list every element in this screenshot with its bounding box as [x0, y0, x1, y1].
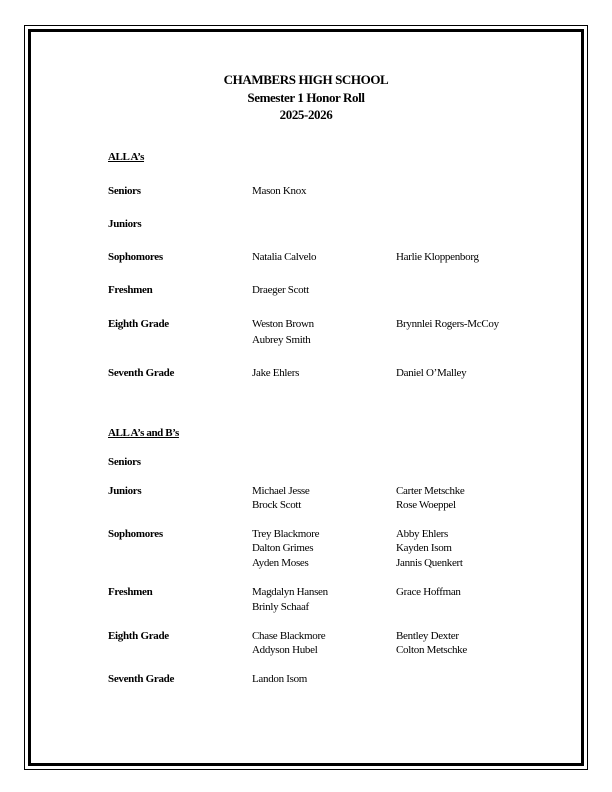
student-name: Jake Ehlers [252, 367, 300, 379]
student-name: Landon Isom [252, 673, 308, 685]
grade-label: Juniors [108, 485, 142, 497]
grade-label: Seventh Grade [108, 673, 175, 685]
school-year: 2025-2026 [279, 107, 333, 122]
school-name: CHAMBERS HIGH SCHOOL [223, 72, 389, 87]
student-name: Dalton Grimes [252, 542, 314, 554]
grade-label: Eighth Grade [108, 318, 169, 330]
student-name: Brynnlei Rogers-McCoy [396, 318, 499, 330]
student-name: Brinly Schaaf [252, 601, 309, 613]
student-name: Trey Blackmore [252, 528, 320, 540]
student-name: Grace Hoffman [396, 586, 461, 598]
student-name: Aubrey Smith [252, 334, 311, 346]
grade-label: Sophomores [108, 251, 163, 263]
student-name: Weston Brown [252, 318, 314, 330]
grade-label: Seniors [108, 456, 141, 468]
grade-label: Sophomores [108, 528, 163, 540]
student-name: Michael Jesse [252, 485, 310, 497]
student-name: Chase Blackmore [252, 630, 326, 642]
student-name: Natalia Calvelo [252, 251, 317, 263]
student-name: Kayden Isom [396, 542, 452, 554]
section-heading-all-as: ALL A’s [108, 151, 145, 163]
grade-label: Freshmen [108, 284, 153, 296]
student-name: Bentley Dexter [396, 630, 459, 642]
student-name: Magdalyn Hansen [252, 586, 328, 598]
grade-label: Seniors [108, 185, 141, 197]
student-name: Addyson Hubel [252, 644, 318, 656]
section-heading-all-as-and-bs: ALL A’s and B’s [108, 427, 179, 439]
student-name: Daniel O’Malley [396, 367, 467, 379]
student-name: Draeger Scott [252, 284, 309, 296]
student-name: Brock Scott [252, 499, 301, 511]
student-name: Rose Woeppel [396, 499, 456, 511]
student-name: Carter Metschke [396, 485, 465, 497]
student-name: Ayden Moses [252, 557, 309, 569]
student-name: Harlie Kloppenborg [396, 251, 479, 263]
student-name: Mason Knox [252, 185, 307, 197]
student-name: Jannis Quenkert [396, 557, 463, 569]
student-name: Colton Metschke [396, 644, 467, 656]
grade-label: Eighth Grade [108, 630, 169, 642]
document-subtitle: Semester 1 Honor Roll [247, 90, 365, 105]
student-name: Abby Ehlers [396, 528, 448, 540]
grade-label: Freshmen [108, 586, 153, 598]
grade-label: Juniors [108, 218, 142, 230]
grade-label: Seventh Grade [108, 367, 175, 379]
